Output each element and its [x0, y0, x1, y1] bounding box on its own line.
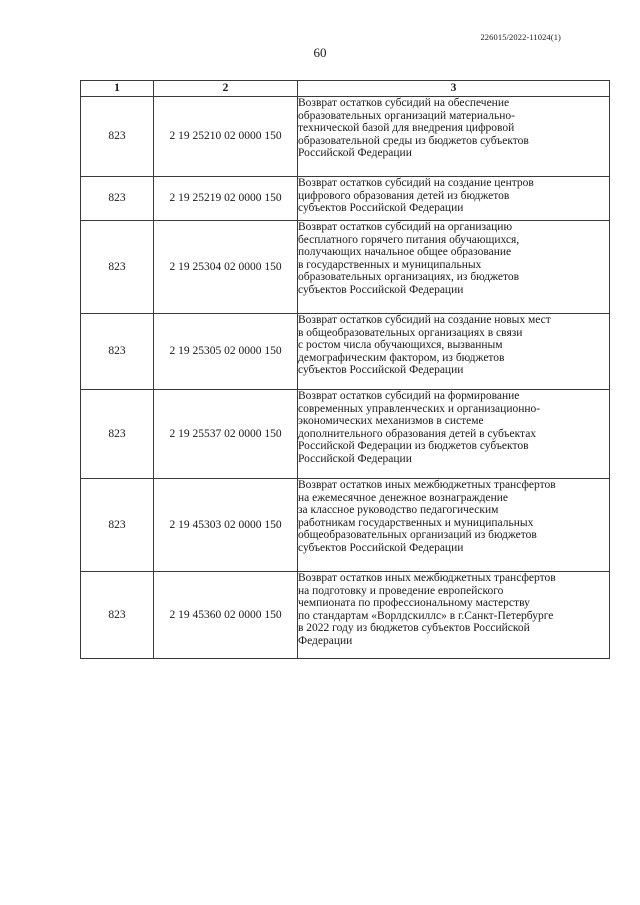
income-name-line: субъектов Российской Федерации: [298, 541, 464, 554]
table-row: [81, 572, 610, 659]
income-name-cell: [298, 390, 610, 479]
income-name-line: Российской Федерации: [298, 147, 412, 160]
table-row: [81, 479, 610, 572]
income-name-line: бесплатного горячего питания обучающихся,: [298, 233, 520, 246]
income-name-line: на ежемесячное денежное вознаграждение: [298, 491, 508, 504]
column-header-3: 3: [298, 81, 610, 97]
income-name-line: субъектов Российской Федерации: [298, 364, 464, 377]
income-name-line: Возврат остатков иных межбюджетных трансфертов: [298, 572, 556, 584]
document-id: 226015/2022-11024(1): [480, 32, 561, 42]
income-name-line: Российской Федерации: [298, 452, 412, 465]
table-body: [81, 97, 610, 659]
income-name-cell: [298, 97, 610, 177]
income-name-cell: [298, 572, 610, 659]
income-name-line: получающих начальное общее образование: [298, 246, 512, 259]
table-row: [81, 221, 610, 314]
income-name-line: чемпионата по профессиональному мастерству: [298, 597, 530, 610]
admin-code-cell: 823: [81, 97, 154, 177]
income-name-line: Федерации: [298, 634, 353, 647]
income-name-line: дополнительного образования детей в субъектах: [298, 427, 537, 440]
income-name-line: Возврат остатков субсидий на организацию: [298, 221, 513, 233]
income-name-line: общеобразовательных организаций из бюджетов: [298, 529, 537, 542]
income-name-cell: [298, 221, 610, 314]
income-name-cell: [298, 314, 610, 390]
income-name-line: экономических механизмов в системе: [298, 415, 484, 428]
admin-code-cell: 823: [81, 314, 154, 390]
income-name-line: образовательных организаций материально-: [298, 109, 515, 122]
budget-code-cell: 2 19 25537 02 0000 150: [154, 390, 298, 479]
income-name-cell: [298, 479, 610, 572]
income-name-line: Возврат остатков субсидий на формирование: [298, 390, 520, 402]
budget-codes-table: [80, 80, 610, 659]
admin-code-cell: 823: [81, 221, 154, 314]
admin-code-cell: 823: [81, 479, 154, 572]
income-name-line: Возврат остатков субсидий на создание центров: [298, 177, 534, 189]
column-header-2: 2: [154, 81, 298, 97]
income-name-line: работникам государственных и муниципальных: [298, 516, 534, 529]
income-name-line: современных управленческих и организационно-: [298, 402, 541, 415]
admin-code-cell: 823: [81, 572, 154, 659]
income-name-line: в общеобразовательных организациях в связи: [298, 326, 523, 339]
income-name-line: субъектов Российской Федерации: [298, 202, 464, 215]
income-name-line: Возврат остатков субсидий на обеспечение: [298, 97, 510, 109]
income-name-line: по стандартам «Ворлдскиллс» в г.Санкт-Петербурге: [298, 609, 554, 622]
income-name-cell: [298, 177, 610, 221]
table-row: [81, 314, 610, 390]
admin-code-cell: 823: [81, 390, 154, 479]
page-number: 60: [313, 45, 327, 60]
budget-code-cell: 2 19 45360 02 0000 150: [154, 572, 298, 659]
budget-code-cell: 2 19 25210 02 0000 150: [154, 97, 298, 177]
budget-code-cell: 2 19 25305 02 0000 150: [154, 314, 298, 390]
income-name-line: образовательной среды из бюджетов субъектов: [298, 134, 529, 147]
income-name-line: за классное руководство педагогическим: [298, 504, 499, 517]
income-name-line: в государственных и муниципальных: [298, 258, 482, 271]
income-name-line: технической базой для внедрения цифровой: [298, 122, 515, 135]
table-row: [81, 97, 610, 177]
income-name-line: на подготовку и проведение европейского: [298, 584, 504, 597]
income-name-line: цифрового образования детей из бюджетов: [298, 189, 510, 202]
budget-code-cell: 2 19 45303 02 0000 150: [154, 479, 298, 572]
budget-code-cell: 2 19 25304 02 0000 150: [154, 221, 298, 314]
admin-code-cell: 823: [81, 177, 154, 221]
income-name-line: Возврат остатков субсидий на создание новых мест: [298, 314, 551, 326]
income-name-line: образовательных организациях, из бюджетов: [298, 271, 519, 284]
income-name-line: Российской Федерации из бюджетов субъектов: [298, 440, 529, 453]
income-name-line: Возврат остатков иных межбюджетных трансфертов: [298, 479, 556, 491]
column-header-1: 1: [81, 81, 154, 97]
table-row: [81, 177, 610, 221]
table-row: [81, 390, 610, 479]
income-name-line: с ростом числа обучающихся, вызванным: [298, 339, 503, 352]
budget-code-cell: 2 19 25219 02 0000 150: [154, 177, 298, 221]
income-name-line: демографическим фактором, из бюджетов: [298, 351, 505, 364]
income-name-line: субъектов Российской Федерации: [298, 283, 464, 296]
income-name-line: в 2022 году из бюджетов субъектов Российской: [298, 622, 530, 635]
table-header-row: [81, 81, 610, 97]
